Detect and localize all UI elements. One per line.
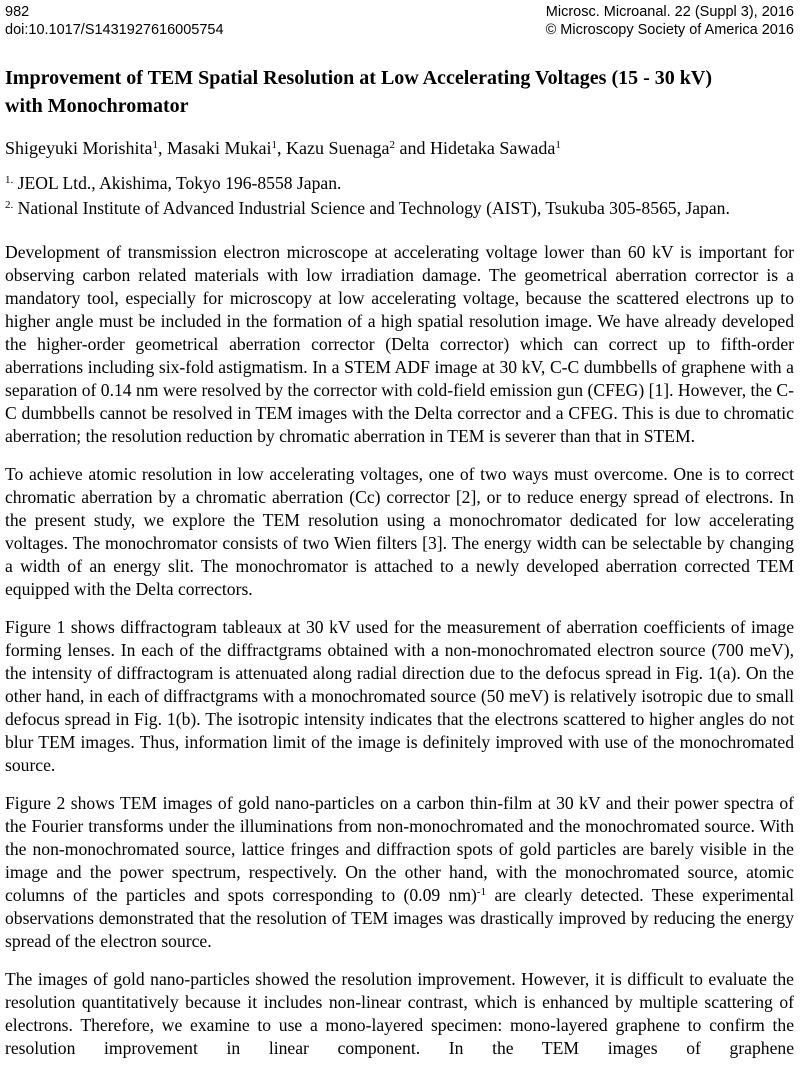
affiliation-2-marker: 2.: [5, 199, 14, 211]
paragraph-4: [5, 792, 794, 953]
paragraph-4-text: Figure 2 shows TEM images of gold nano-particles on a carbon thin-film at 30 kV and their power spectra of the Fourier transforms under the illuminations from non-monochromated and the monochromated source. With the non-monochromated source, lattice fringes and diffraction spots of gold particles are barely visible in the image and the power spectrum, respectively. On the other hand, with the monochromated source, atomic columns of the particles and spots corresponding to (0.09 nm): [5, 793, 794, 905]
paper-title-line-1: Improvement of TEM Spatial Resolution at Low Accelerating Voltages (15 - 30 kV): [5, 67, 713, 89]
paper-title-line-2: with Monochromator: [5, 95, 189, 117]
author-name-3: , Kazu Suenaga: [276, 138, 390, 158]
author-name-1: Shigeyuki Morishita: [5, 138, 153, 158]
paragraph-1: Development of transmission electron microscope at accelerating voltage lower than 60 kV is important for observing carbon related materials with low irradiation damage. The geometrical aberration corrector is a mandatory tool, especially for microscopy at low accelerating voltage, because the scattered electrons up to higher angle must be included in the formation of a high spatial resolution image. We have already developed the higher-order geometrical aberration corrector (Delta corrector) which can correct up to fifth-order aberrations including six-fold astigmatism. In a STEM ADF image at 30 kV, C-C dumbbells of graphene with a separation of 0.14 nm were resolved by the corrector with cold-field emission gun (CFEG) [1]. However, the C-C dumbbells cannot be resolved in TEM images with the Delta corrector and a CFEG. This is due to chromatic aberration; the resolution reduction by chromatic aberration in TEM is severer than that in STEM.: [5, 242, 794, 446]
affiliation-1: [5, 171, 794, 196]
header-left: [5, 3, 224, 39]
paragraph-4-exponent: -1: [476, 886, 487, 898]
paragraph-2: To achieve atomic resolution in low accelerating voltages, one of two ways must overcome. One is to correct chromatic aberration by a chromatic aberration (Cc) corrector [2], or to reduce energy spread of electrons. In the present study, we explore the TEM resolution using a monochromator dedicated for low accelerating voltages. The monochromator consists of two Wien filters [3]. The energy width can be selectable by changing a width of an energy slit. The monochromator is attached to a newly developed aberration corrected TEM equipped with the Delta correctors.: [5, 464, 794, 599]
doi: doi:10.1017/S1431927616005754: [5, 22, 224, 38]
page-number: 982: [5, 4, 30, 20]
affiliation-2-text: National Institute of Advanced Industrial Science and Technology (AIST), Tsukuba 305-8565, Japan.: [13, 198, 730, 218]
journal-citation: Microsc. Microanal. 22 (Suppl 3), 2016: [545, 4, 794, 20]
affiliation-2: [5, 196, 794, 221]
header-right: [546, 3, 794, 39]
copyright-line: © Microscopy Society of America 2016: [545, 22, 794, 38]
affiliation-1-text: JEOL Ltd., Akishima, Tokyo 196-8558 Japan.: [13, 173, 342, 193]
author-name-4: and Hidetaka Sawada: [394, 138, 556, 158]
paragraph-5: The images of gold nano-particles showed the resolution improvement. However, it is difficult to evaluate the resolution quantitatively because it includes non-linear contrast, which is enhanced by multiple scattering of electrons. Therefore, we examine to use a mono-layered specimen: mono-layered graphene to confirm the resolution improvement in linear component. In the TEM images of graphene: [5, 969, 794, 1058]
paragraph-4-text-continued: are clearly detected. These experimental observations demonstrated that the resolution of TEM images was drastically improved by reducing the energy spread of the electron source.: [5, 885, 794, 951]
paper-title: [5, 64, 794, 120]
affiliation-1-marker: 1.: [5, 174, 14, 186]
journal-header: [5, 3, 794, 39]
author-affiliation-ref-2: 1: [271, 139, 277, 151]
affiliations: [5, 171, 794, 221]
author-affiliation-ref-1: 1: [152, 139, 158, 151]
author-name-2: , Masaki Mukai: [158, 138, 272, 158]
authors-line: [5, 136, 794, 161]
author-affiliation-ref-3: 2: [389, 139, 395, 151]
author-affiliation-ref-4: 1: [555, 139, 561, 151]
paragraph-3: Figure 1 shows diffractogram tableaux at 30 kV used for the measurement of aberration coefficients of image forming lenses. In each of the diffractgrams obtained with a non-monochromated electron source (700 meV), the intensity of diffractogram is attenuated along radial direction due to the defocus spread in Fig. 1(a). On the other hand, in each of diffractgrams with a monochromated source (50 meV) is relatively isotropic due to small defocus spread in Fig. 1(b). The isotropic intensity indicates that the electrons scattered to higher angles do not blur TEM images. Thus, information limit of the image is definitely improved with use of the monochromated source.: [5, 617, 794, 775]
